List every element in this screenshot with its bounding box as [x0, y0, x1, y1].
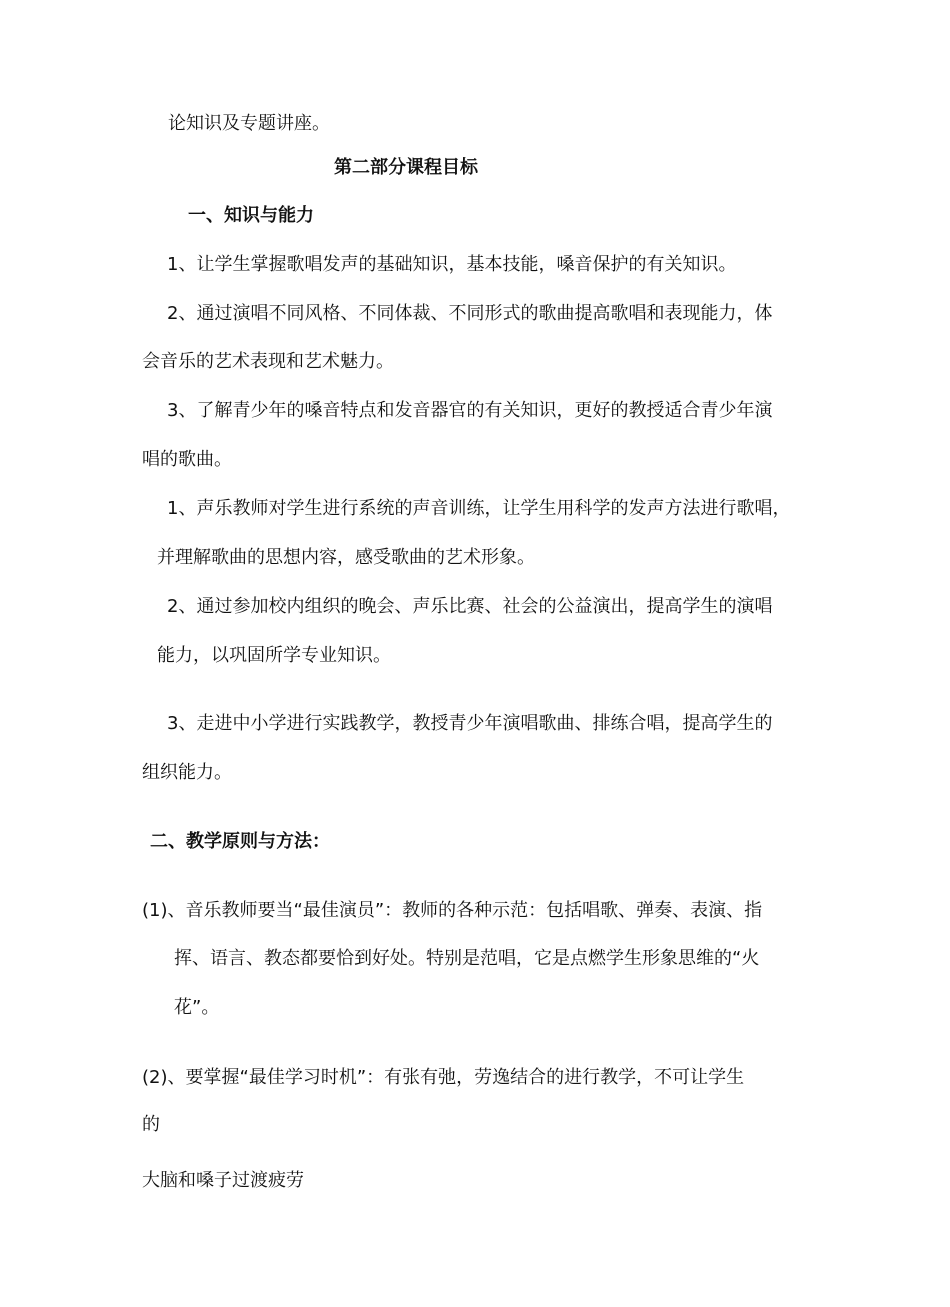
list-item-line: (2)、要掌握“最佳学习时机”：有张有弛，劳逸结合的进行教学，不可让学生 — [142, 1067, 745, 1088]
paragraph-line: 并理解歌曲的思想内容，感受歌曲的艺术形象。 — [157, 547, 535, 568]
list-item-line: (1)、音乐教师要当“最佳演员”：教师的各种示范：包括唱歌、弹奏、表演、指 — [142, 900, 763, 921]
paragraph-line: 能力，以巩固所学专业知识。 — [157, 645, 391, 666]
paragraph-line: 3、了解青少年的嗓音特点和发音器官的有关知识，更好的教授适合青少年演 — [167, 400, 773, 421]
paragraph-line: 2、通过演唱不同风格、不同体裁、不同形式的歌曲提高歌唱和表现能力，体 — [167, 303, 773, 324]
paragraph-line: 2、通过参加校内组织的晚会、声乐比赛、社会的公益演出，提高学生的演唱 — [167, 596, 773, 617]
paragraph-line: 唱的歌曲。 — [142, 449, 232, 470]
list-item-line: 的 — [142, 1114, 160, 1135]
list-item-line: 挥、语言、教态都要恰到好处。特别是范唱，它是点燃学生形象思维的“火 — [174, 948, 760, 969]
subsection-heading: 二、教学原则与方法： — [150, 831, 330, 852]
list-item-line: 大脑和嗓子过渡疲劳 — [142, 1170, 304, 1191]
paragraph-line: 1、让学生掌握歌唱发声的基础知识，基本技能，嗓音保护的有关知识。 — [167, 254, 737, 275]
section-title: 第二部分课程目标 — [334, 157, 478, 178]
subsection-heading: 一、知识与能力 — [188, 205, 314, 226]
paragraph-line: 1、声乐教师对学生进行系统的声音训练，让学生用科学的发声方法进行歌唱， — [167, 498, 791, 519]
list-item-line: 花”。 — [174, 997, 220, 1018]
paragraph-line: 会音乐的艺术表现和艺术魅力。 — [142, 351, 394, 372]
text-line-continuation: 论知识及专题讲座。 — [168, 113, 330, 134]
paragraph-line: 3、走进中小学进行实践教学，教授青少年演唱歌曲、排练合唱，提高学生的 — [167, 713, 773, 734]
paragraph-line: 组织能力。 — [142, 762, 232, 783]
